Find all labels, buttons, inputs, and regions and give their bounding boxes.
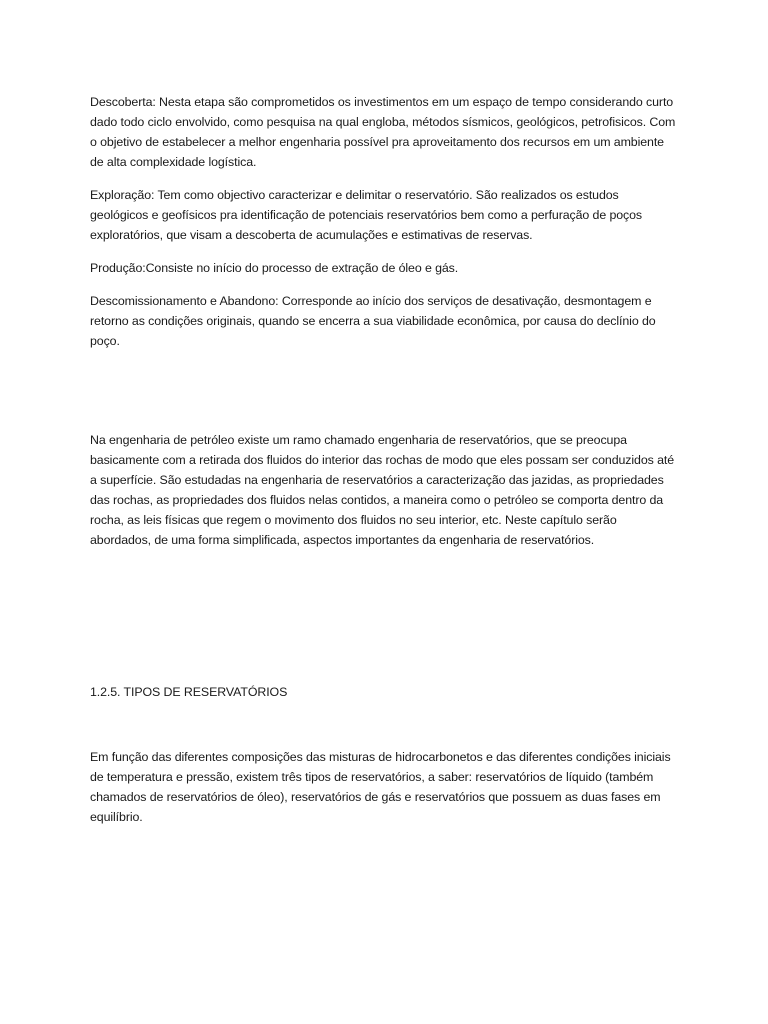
paragraph-producao: Produção:Consiste no início do processo de extração de óleo e gás. [90,261,459,275]
paragraph-descomissionamento: Descomissionamento e Abandono: Corresponde ao início dos serviços de desativação, desmontagem e retorno as condições originais, quando se encerra a sua viabilidade econômica, por causa do declínio do poço. [90,294,656,348]
paragraph-descoberta: Descoberta: Nesta etapa são comprometidos os investimentos em um espaço de tempo considerando curto dado todo ciclo envolvido, como pesquisa na qual engloba, métodos sísmicos, geológicos, petrofisicos. Com o objetivo de estabelecer a melhor engenharia possível pra aproveitamento dos recursos em um ambiente de alta complexidade logística. [90,95,676,169]
paragraph-exploracao: Exploração: Tem como objectivo caracterizar e delimitar o reservatório. São realizados os estudos geológicos e geofísicos pra identificação de potenciais reservatórios bem como a perfuração de poços exploratórios, que visam a descoberta de acumulações e estimativas de reservas. [90,188,643,242]
paragraph-tipos-reservatorios: Em função das diferentes composições das misturas de hidrocarbonetos e das diferentes condições iniciais de temperatura e pressão, existem três tipos de reservatórios, a saber: reservatórios de líquido (também chamados de reservatórios de óleo), reservatórios de gás e reservatórios que possuem as duas fases em equilíbrio. [90,750,671,824]
paragraph-engenharia-reservatorios: Na engenharia de petróleo existe um ramo chamado engenharia de reservatórios, que se preocupa basicamente com a retirada dos fluidos do interior das rochas de modo que eles possam ser conduzidos até a superfície. São estudadas na engenharia de reservatórios a caracterização das jazidas, as propriedades das rochas, as propriedades dos fluidos nelas contidos, a maneira como o petróleo se comporta dentro da rocha, as leis físicas que regem o movimento dos fluidos no seu interior, etc. Neste capítulo serão abordados, de uma forma simplificada, aspectos importantes da engenharia de reservatórios. [90,433,674,547]
section-heading: 1.2.5. TIPOS DE RESERVATÓRIOS [90,685,288,699]
